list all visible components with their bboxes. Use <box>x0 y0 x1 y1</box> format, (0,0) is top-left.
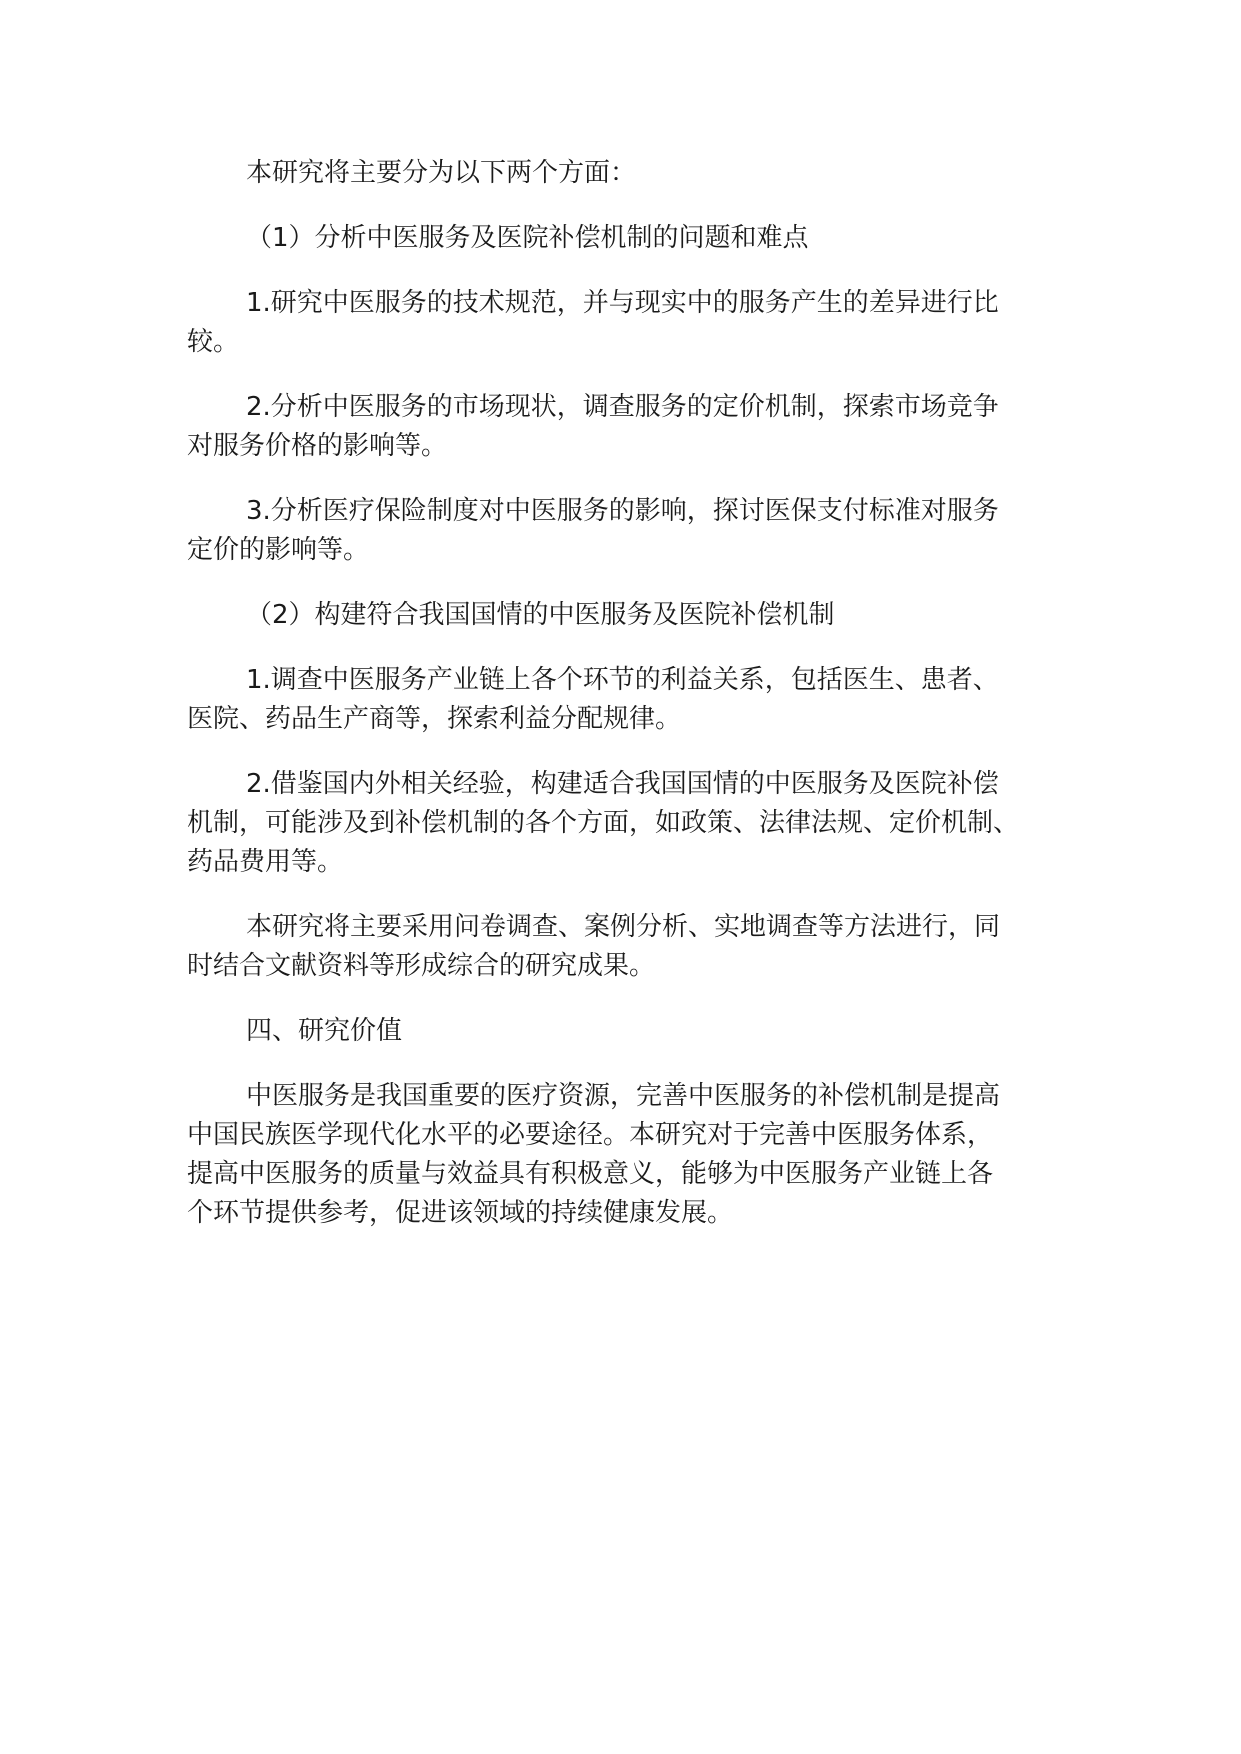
paragraph-line: 3.分析医疗保险制度对中医服务的影响，探讨医保支付标准对服务 <box>246 496 999 526</box>
paragraph <box>187 1081 1067 1228</box>
section-heading <box>187 223 1067 253</box>
paragraph-line: （1）分析中医服务及医院补偿机制的问题和难点 <box>246 223 809 253</box>
list-item <box>187 665 1067 734</box>
document-body <box>187 158 1067 1228</box>
section-heading <box>187 600 1067 630</box>
paragraph-line: 提高中医服务的质量与效益具有积极意义，能够为中医服务产业链上各 <box>187 1159 994 1189</box>
paragraph-line: 中国民族医学现代化水平的必要途径。本研究对于完善中医服务体系， <box>187 1120 994 1150</box>
paragraph-line: 个环节提供参考，促进该领域的持续健康发展。 <box>187 1198 734 1228</box>
paragraph <box>187 158 1067 188</box>
paragraph-line: 机制，可能涉及到补偿机制的各个方面，如政策、法律法规、定价机制、 <box>187 808 1020 838</box>
list-item <box>187 392 1067 461</box>
paragraph-line: 药品费用等。 <box>187 847 344 877</box>
paragraph-line: 2.分析中医服务的市场现状，调查服务的定价机制，探索市场竞争 <box>246 392 999 422</box>
paragraph-line: 四、研究价值 <box>246 1016 403 1046</box>
paragraph-line: 本研究将主要分为以下两个方面： <box>246 158 637 188</box>
paragraph-line: 1.调查中医服务产业链上各个环节的利益关系，包括医生、患者、 <box>246 665 999 695</box>
paragraph <box>187 912 1067 981</box>
paragraph-line: （2）构建符合我国国情的中医服务及医院补偿机制 <box>246 600 835 630</box>
paragraph-line: 本研究将主要采用问卷调查、案例分析、实地调查等方法进行，同 <box>246 912 1001 942</box>
paragraph-line: 医院、药品生产商等，探索利益分配规律。 <box>187 704 682 734</box>
list-item <box>187 769 1067 877</box>
list-item <box>187 496 1067 565</box>
paragraph-line: 时结合文献资料等形成综合的研究成果。 <box>187 951 656 981</box>
paragraph-line: 1.研究中医服务的技术规范，并与现实中的服务产生的差异进行比 <box>246 288 999 318</box>
list-item <box>187 288 1067 357</box>
paragraph-line: 中医服务是我国重要的医疗资源，完善中医服务的补偿机制是提高 <box>246 1081 1001 1111</box>
paragraph-line: 定价的影响等。 <box>187 535 370 565</box>
paragraph-line: 对服务价格的影响等。 <box>187 431 448 461</box>
paragraph-line: 2.借鉴国内外相关经验，构建适合我国国情的中医服务及医院补偿 <box>246 769 999 799</box>
section-heading <box>187 1016 1067 1046</box>
paragraph-line: 较。 <box>187 327 240 357</box>
